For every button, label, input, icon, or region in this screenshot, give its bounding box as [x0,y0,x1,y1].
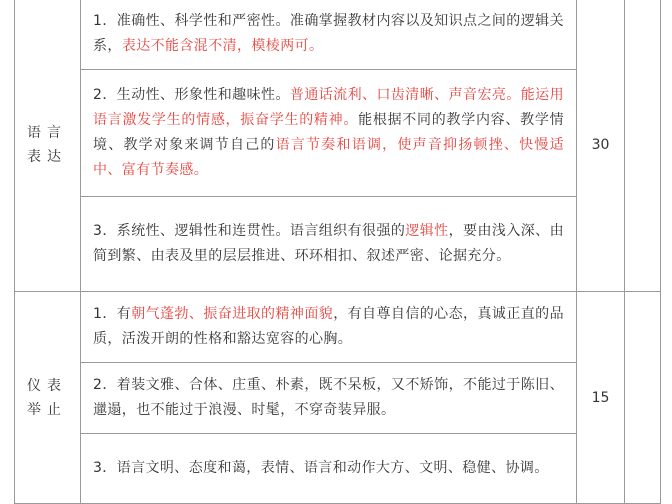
category-cell: 语言表达 [15,0,81,292]
criteria-text: 能根据不同的教学内容、教学情境、教学对象来调节自己的 [93,112,564,153]
highlighted-text: 逻辑性 [405,223,449,239]
criteria-cell [81,0,577,70]
criteria-text: 1．有 [93,306,132,322]
criteria-cell [81,197,577,292]
category-cell: 仪表举止 [15,292,81,504]
table-row [15,0,661,70]
criteria-cell [81,434,577,504]
highlighted-text: 普通话流利、口齿清晰、声音宏亮。能运用语言激发学生的情感，振奋学生的精神。 [93,87,564,128]
criteria-text: ，有自尊自信的心态，真诚正直的品质，活泼开朗的性格和豁达宽容的心胸。 [93,306,564,347]
blank-cell [625,0,661,292]
evaluation-table [14,0,661,504]
table-row [15,363,661,434]
table-row [15,70,661,197]
score-cell: 15 [577,292,625,504]
criteria-text: 2．着装文雅、合体、庄重、朴素，既不呆板，又不矫饰，不能过于陈旧、邋遢，也不能过于浪漫、时髦，不穿奇装异服。 [93,377,564,418]
criteria-text: 2．生动性、形象性和趣味性。 [93,87,290,103]
criteria-cell [81,292,577,363]
table-row [15,292,661,363]
criteria-cell [81,70,577,197]
table-row [15,197,661,292]
criteria-text: 3．语言文明、态度和蔼，表情、语言和动作大方、文明、稳健、协调。 [93,460,549,476]
criteria-text: 1．准确性、科学性和严密性。准确掌握教材内容以及知识点之间的逻辑关系， [93,13,564,54]
criteria-text: 3．系统性、逻辑性和连贯性。语言组织有很强的 [93,223,406,239]
highlighted-text: 语言节奏和语调，使声音抑扬顿挫、快慢适中、富有节奏感。 [93,137,564,178]
highlighted-text: 表达不能含混不清，模棱两可。 [121,38,324,54]
table-row [15,434,661,504]
criteria-text: ，要由浅入深、由简到繁、由表及里的层层推进、环环相扣、叙述严密、论据充分。 [93,223,565,264]
criteria-cell [81,363,577,434]
blank-cell [625,292,661,504]
highlighted-text: 朝气蓬勃、振奋进取的精神面貌 [131,306,334,322]
score-cell: 30 [577,0,625,292]
